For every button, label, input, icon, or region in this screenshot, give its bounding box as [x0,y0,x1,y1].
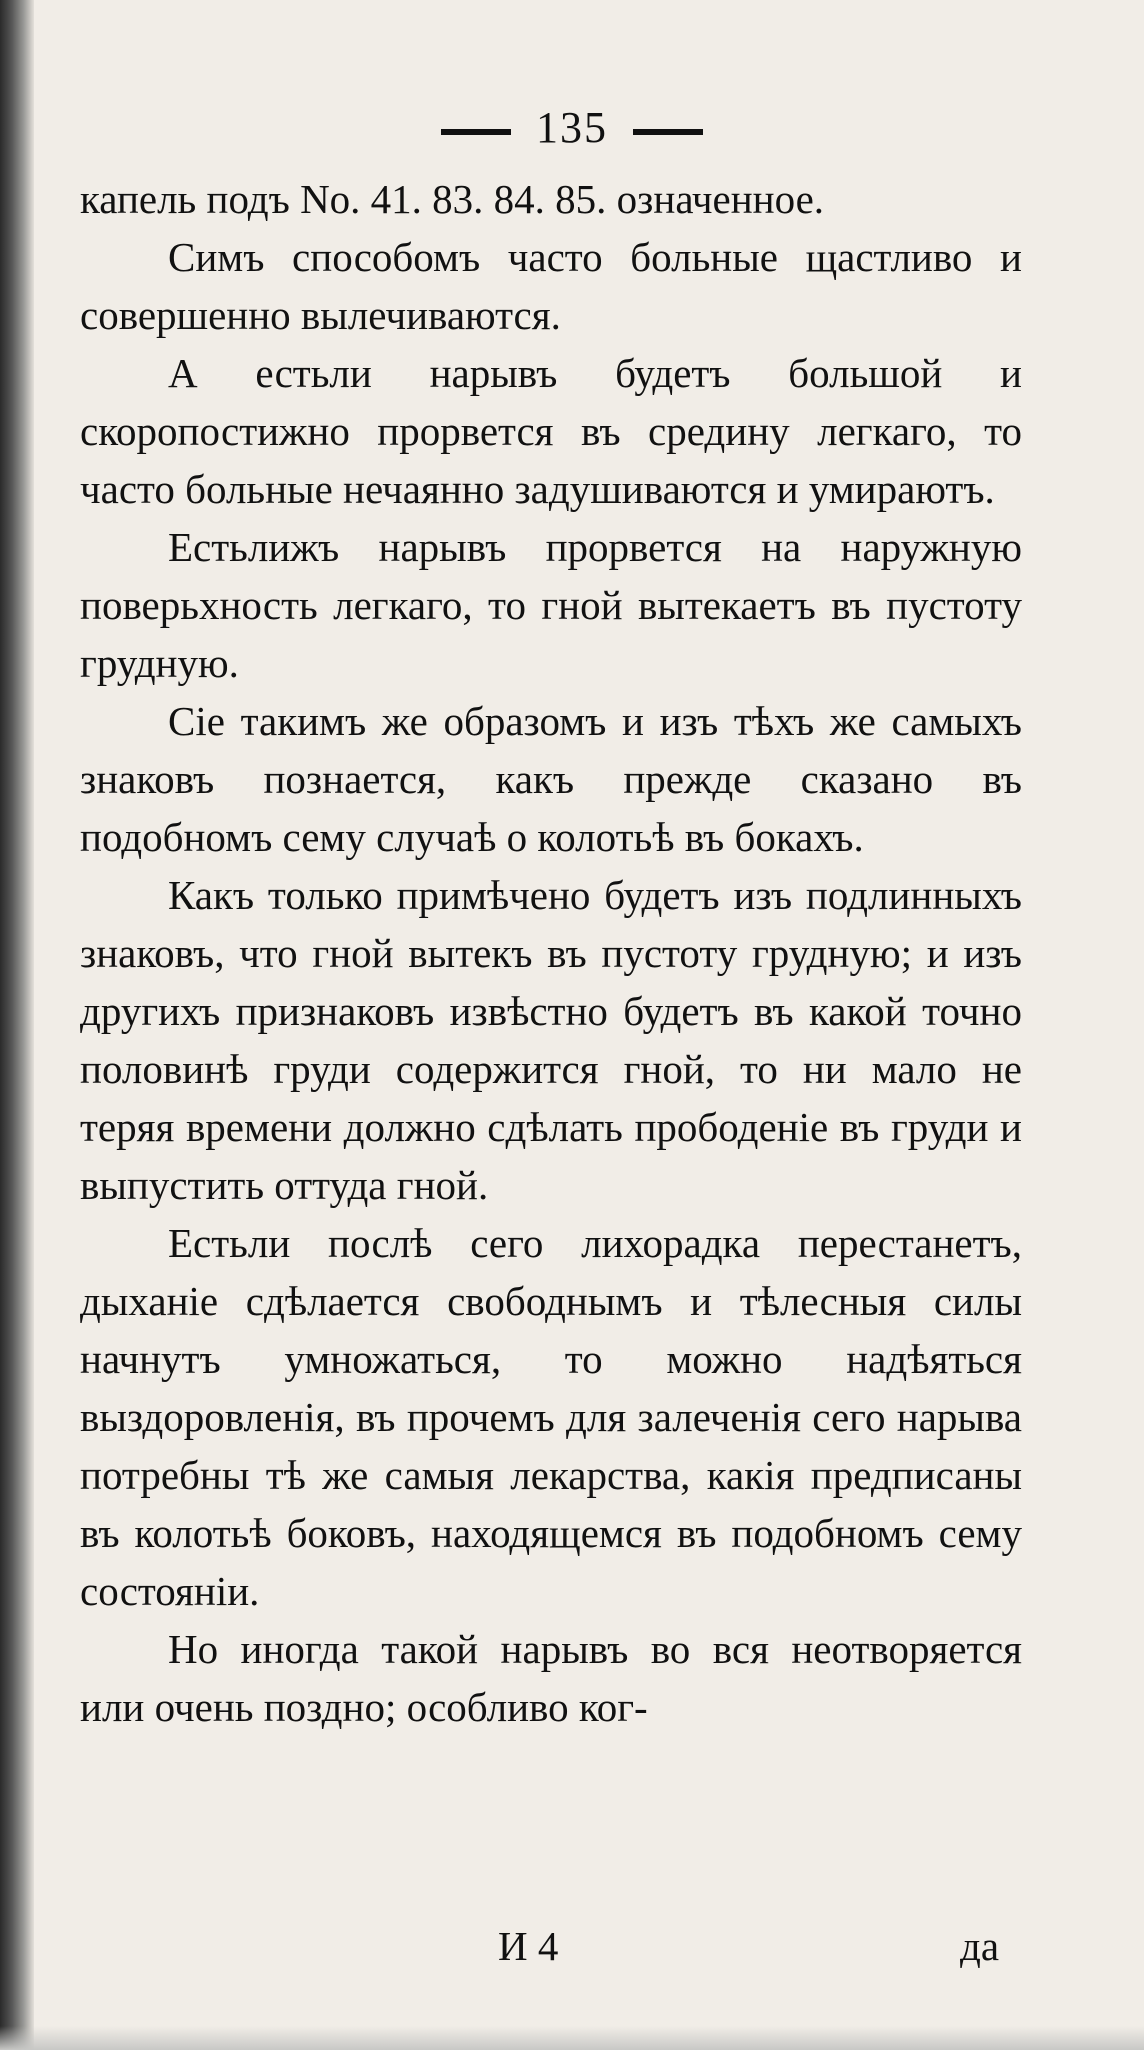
paragraph: Естьли послѣ сего лихорадка перестанетъ, дыханіе сдѣлается свободнымъ и тѣлесныя силы начнутъ умножаться, то можно надѣяться выздоровленія, въ прочемъ для залеченія сего нарыва потребны тѣ же самыя лекарства, какія предписаны въ колотьѣ боковъ, находящемся въ подобномъ сему состояніи. [80,1220,1022,1614]
paragraph: Какъ только примѣчено будетъ изъ подлинныхъ знаковъ, что гной вытекъ въ пустоту грудную; и изъ другихъ признаковъ извѣстно будетъ въ какой точно половинѣ груди содержится гной, то ни мало не теряя времени должно сдѣлать прободеніе въ груди и выпустить оттуда гной. [80,872,1022,1208]
paragraph: Сіе такимъ же образомъ и изъ тѣхъ же самыхъ знаковъ познается, какъ прежде сказано въ подобномъ сему случаѣ о колотьѣ въ бокахъ. [80,698,1022,860]
page-binding-shadow [0,0,34,2050]
scan-bottom-edge [0,2026,1144,2050]
catchword: да [960,1923,1000,1969]
page-number: 135 [536,103,608,152]
paragraph: Симъ способомъ часто больные щастливо и совершенно вылечиваются. [80,234,1022,338]
paragraph: Естьлижъ нарывъ прорвется на наружную поверьхность легкаго, то гной вытекаетъ въ пустоту грудную. [80,524,1022,686]
header-rule-right [633,129,703,135]
paragraph-continuation: капель подъ No. 41. 83. 84. 85. означенное. [80,176,825,222]
header-rule-left [441,129,511,135]
page-footer [0,1922,1144,1982]
paragraph: Но иногда такой нарывъ во вся неотворяется или очень поздно; особливо ког- [80,1626,1022,1730]
page-text-block [80,170,1022,1736]
signature-mark: И 4 [498,1923,559,1969]
page-header [0,102,1144,153]
paragraph: А естьли нарывъ будетъ большой и скоропостижно прорвется въ средину легкаго, то часто больные нечаянно задушиваются и умираютъ. [80,350,1022,512]
